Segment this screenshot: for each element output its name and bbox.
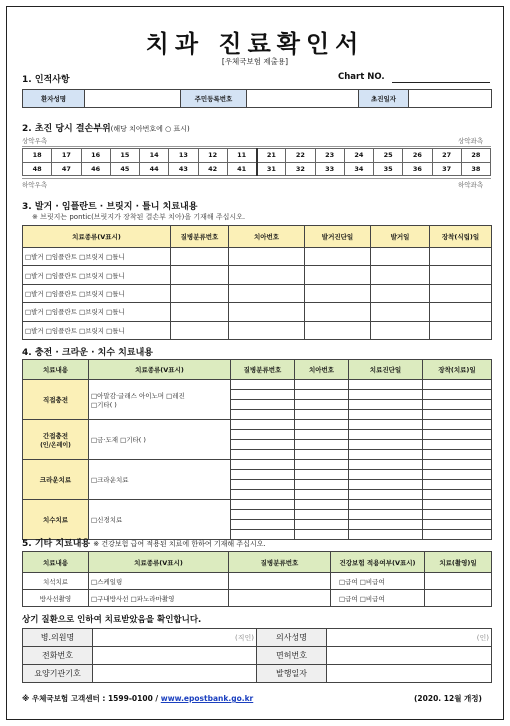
tooth-21[interactable]: 21 (257, 149, 286, 163)
col-treatment-date: 치료(촬영)일 (425, 552, 492, 573)
treatment-type-checkboxes[interactable]: □아말감·글래스 아이노머 □레진 □기타( ) (89, 380, 231, 420)
tooth-no-field[interactable] (229, 303, 305, 321)
extraction-diag-date-field[interactable] (305, 248, 371, 266)
tooth-31[interactable]: 31 (257, 162, 286, 176)
tooth-42[interactable]: 42 (198, 162, 227, 176)
col-insurance: 건강보험 적용여부(V표시) (331, 552, 425, 573)
section1-title: 1. 인적사항 (22, 75, 70, 85)
install-date-field[interactable] (430, 321, 492, 339)
col-treatment-type: 치료종류(V표시) (89, 552, 229, 573)
col-treatment-date: 장착(치료)일 (423, 360, 492, 380)
extraction-diag-date-field[interactable] (305, 284, 371, 302)
personal-info-table (22, 89, 492, 108)
treatment-date-field[interactable] (423, 480, 492, 490)
treatment-diag-date-field[interactable] (349, 500, 423, 510)
tooth-28[interactable]: 28 (461, 149, 490, 163)
tooth-no-field[interactable] (229, 266, 305, 284)
page-title: 치과 진료확인서 (145, 29, 365, 58)
col-disease-code: 질병분류번호 (229, 552, 331, 573)
treatment-diag-date-field[interactable] (349, 410, 423, 420)
tooth-no-field[interactable] (229, 321, 305, 339)
extraction-date-field[interactable] (371, 266, 430, 284)
tooth-24[interactable]: 24 (344, 149, 373, 163)
disease-code-field[interactable] (171, 266, 229, 284)
col-install-date: 장착(식립)일 (430, 226, 492, 248)
disease-code-field[interactable] (231, 490, 295, 500)
treatment-diag-date-field[interactable] (349, 380, 423, 390)
treatment-diag-date-field[interactable] (349, 480, 423, 490)
col-treatment-diag-date: 치료진단일 (349, 360, 423, 380)
extraction-diag-date-field[interactable] (305, 321, 371, 339)
tooth-no-field[interactable] (295, 500, 349, 510)
other-treatment-body (23, 573, 492, 607)
treatment-type-checkboxes[interactable]: □발거 □임플란트 □브릿지 □틀니 (23, 284, 171, 302)
disease-code-field[interactable] (231, 470, 295, 480)
install-date-field[interactable] (430, 303, 492, 321)
tooth-22[interactable]: 22 (286, 149, 315, 163)
treatment-diag-date-field[interactable] (349, 420, 423, 430)
tooth-no-field[interactable] (295, 480, 349, 490)
section2-title: 2. 초진 당시 결손부위(해당 치아번호에 ○ 표시) (22, 124, 190, 134)
treatment-type-checkboxes[interactable]: □신경치료 (89, 500, 231, 540)
col-treatment-type: 치료종류(V표시) (23, 226, 171, 248)
table-row (23, 303, 492, 321)
treatment-date-field[interactable] (423, 510, 492, 520)
filling-table-body (23, 380, 492, 540)
treatment-diag-date-field[interactable] (349, 470, 423, 480)
table-row (23, 321, 492, 339)
tooth-12[interactable]: 12 (198, 149, 227, 163)
tooth-32[interactable]: 32 (286, 162, 315, 176)
disease-code-field[interactable] (229, 573, 331, 590)
disease-code-field[interactable] (171, 303, 229, 321)
insurance-checkboxes[interactable]: □급여 □비급여 (331, 573, 425, 590)
install-date-field[interactable] (430, 248, 492, 266)
tooth-no-field[interactable] (229, 284, 305, 302)
hospital-label: 병.의원명 (23, 629, 93, 647)
patient-name-field[interactable] (85, 90, 181, 108)
other-treatment-table (22, 551, 492, 607)
col-tooth-no: 치아번호 (295, 360, 349, 380)
doctor-field[interactable]: (인) (327, 629, 492, 647)
treatment-date-field[interactable] (425, 573, 492, 590)
disease-code-field[interactable] (231, 430, 295, 440)
tooth-48[interactable]: 48 (23, 162, 52, 176)
treatment-diag-date-field[interactable] (349, 430, 423, 440)
signature-table (22, 628, 492, 683)
disease-code-field[interactable] (171, 284, 229, 302)
treatment-date-field[interactable] (423, 520, 492, 530)
tooth-37[interactable]: 37 (432, 162, 461, 176)
lower-left-label: 하악좌측 (458, 181, 484, 189)
tooth-16[interactable]: 16 (81, 149, 110, 163)
tooth-no-field[interactable] (295, 530, 349, 540)
col-disease-code: 질병분류번호 (171, 226, 229, 248)
extraction-table-body (23, 248, 492, 340)
disease-code-field[interactable] (171, 248, 229, 266)
treatment-content-label: 크라운치료 (23, 460, 89, 500)
treatment-date-field[interactable] (423, 530, 492, 540)
treatment-diag-date-field[interactable] (349, 390, 423, 400)
treatment-date-field[interactable] (423, 470, 492, 480)
disease-code-field[interactable] (231, 420, 295, 430)
treatment-diag-date-field[interactable] (349, 490, 423, 500)
install-date-field[interactable] (430, 284, 492, 302)
tooth-no-field[interactable] (295, 390, 349, 400)
tooth-41[interactable]: 41 (227, 162, 256, 176)
treatment-date-field[interactable] (423, 440, 492, 450)
lower-teeth-row (23, 162, 491, 176)
table-row (23, 380, 492, 390)
disease-code-field[interactable] (231, 390, 295, 400)
disease-code-field[interactable] (231, 450, 295, 460)
tooth-14[interactable]: 14 (140, 149, 169, 163)
treatment-date-field[interactable] (423, 500, 492, 510)
section5-title: 5. 기타 치료내용 ※ 건강보험 급여 적용된 치료에 한하여 기재해 주십시오. (22, 539, 266, 549)
treatment-date-field[interactable] (423, 420, 492, 430)
treatment-diag-date-field[interactable] (349, 400, 423, 410)
tooth-no-field[interactable] (295, 410, 349, 420)
tooth-no-field[interactable] (295, 400, 349, 410)
install-date-field[interactable] (430, 266, 492, 284)
treatment-content-label: 치수치료 (23, 500, 89, 540)
treatment-date-field[interactable] (423, 430, 492, 440)
tooth-18[interactable]: 18 (23, 149, 52, 163)
disease-code-field[interactable] (231, 440, 295, 450)
treatment-date-field[interactable] (423, 490, 492, 500)
treatment-type-checkboxes[interactable]: □크라운치료 (89, 460, 231, 500)
col-treatment-type: 치료종류(V표시) (89, 360, 231, 380)
tooth-no-field[interactable] (295, 470, 349, 480)
col-tooth-no: 치아번호 (229, 226, 305, 248)
treatment-diag-date-field[interactable] (349, 530, 423, 540)
tooth-13[interactable]: 13 (169, 149, 198, 163)
tooth-45[interactable]: 45 (110, 162, 139, 176)
treatment-content-label: 방사선촬영 (23, 590, 89, 607)
disease-code-field[interactable] (231, 510, 295, 520)
issue-date-label: 발행일자 (257, 665, 327, 683)
institution-field[interactable] (93, 665, 257, 683)
treatment-type-checkboxes[interactable]: □발거 □임플란트 □브릿지 □틀니 (23, 303, 171, 321)
tooth-44[interactable]: 44 (140, 162, 169, 176)
license-label: 면허번호 (257, 647, 327, 665)
treatment-type-checkboxes[interactable]: □스케일링 (89, 573, 229, 590)
confirm-statement: 상기 질환으로 인하여 치료받았음을 확인합니다. (22, 615, 202, 625)
tooth-no-field[interactable] (295, 420, 349, 430)
tooth-35[interactable]: 35 (374, 162, 403, 176)
disease-code-field[interactable] (231, 460, 295, 470)
treatment-diag-date-field[interactable] (349, 520, 423, 530)
insurance-checkboxes[interactable]: □급여 □비급여 (331, 590, 425, 607)
extraction-date-field[interactable] (371, 248, 430, 266)
treatment-diag-date-field[interactable] (349, 440, 423, 450)
treatment-type-checkboxes[interactable]: □발거 □임플란트 □브릿지 □틀니 (23, 266, 171, 284)
page-subtitle: [우체국보험 제출용] (221, 57, 289, 66)
tooth-23[interactable]: 23 (315, 149, 344, 163)
filling-table (22, 359, 492, 540)
treatment-date-field[interactable] (423, 400, 492, 410)
treatment-date-field[interactable] (423, 410, 492, 420)
teeth-top-line (22, 146, 491, 147)
extraction-diag-date-field[interactable] (305, 266, 371, 284)
treatment-type-checkboxes[interactable]: □금·도재 □기타( ) (89, 420, 231, 460)
tooth-38[interactable]: 38 (461, 162, 490, 176)
first-visit-label: 초진일자 (359, 90, 409, 108)
treatment-date-field[interactable] (423, 380, 492, 390)
tooth-26[interactable]: 26 (403, 149, 432, 163)
treatment-date-field[interactable] (423, 460, 492, 470)
col-extraction-date: 발거일 (371, 226, 430, 248)
treatment-type-checkboxes[interactable]: □구내방사선 □파노라마촬영 (89, 590, 229, 607)
section3-title: 3. 발거 · 임플란트 · 브릿지 · 틀니 치료내용 (22, 202, 198, 212)
disease-code-field[interactable] (231, 410, 295, 420)
table-row (23, 248, 492, 266)
tooth-25[interactable]: 25 (374, 149, 403, 163)
table-row (23, 284, 492, 302)
teeth-chart (22, 148, 491, 176)
tooth-17[interactable]: 17 (52, 149, 81, 163)
disease-code-field[interactable] (171, 321, 229, 339)
extraction-date-field[interactable] (371, 284, 430, 302)
section4-title: 4. 충전 · 크라운 · 치수 치료내용 (22, 348, 153, 358)
treatment-content-label: 치석치료 (23, 573, 89, 590)
revision-note: (2020. 12월 개정) (414, 694, 482, 703)
upper-right-label: 상악우측 (22, 137, 48, 145)
customer-center: ※ 우체국보험 고객센터 : 1599-0100 / www.epostbank.go.kr (22, 694, 254, 703)
table-row (23, 590, 492, 607)
extraction-table (22, 225, 492, 340)
license-field[interactable] (327, 647, 492, 665)
teeth-bottom-line (22, 178, 491, 179)
treatment-type-checkboxes[interactable]: □발거 □임플란트 □브릿지 □틀니 (23, 248, 171, 266)
tooth-no-field[interactable] (295, 510, 349, 520)
tooth-no-field[interactable] (229, 248, 305, 266)
tooth-no-field[interactable] (295, 460, 349, 470)
table-row (23, 420, 492, 430)
table-row (23, 500, 492, 510)
tooth-33[interactable]: 33 (315, 162, 344, 176)
tooth-no-field[interactable] (295, 490, 349, 500)
tooth-27[interactable]: 27 (432, 149, 461, 163)
resident-no-label: 주민등록번호 (181, 90, 247, 108)
treatment-type-checkboxes[interactable]: □발거 □임플란트 □브릿지 □틀니 (23, 321, 171, 339)
upper-teeth-row (23, 149, 491, 163)
treatment-content-label: 직접충전 (23, 380, 89, 420)
upper-left-label: 상악좌측 (458, 137, 484, 145)
tooth-36[interactable]: 36 (403, 162, 432, 176)
disease-code-field[interactable] (231, 500, 295, 510)
treatment-diag-date-field[interactable] (349, 510, 423, 520)
extraction-diag-date-field[interactable] (305, 303, 371, 321)
extraction-date-field[interactable] (371, 321, 430, 339)
treatment-date-field[interactable] (423, 450, 492, 460)
issue-date-field[interactable] (327, 665, 492, 683)
disease-code-field[interactable] (231, 480, 295, 490)
tooth-11[interactable]: 11 (227, 149, 256, 163)
extraction-date-field[interactable] (371, 303, 430, 321)
chart-no-label: Chart NO. (338, 72, 385, 82)
tooth-46[interactable]: 46 (81, 162, 110, 176)
patient-name-label: 환자성명 (23, 90, 85, 108)
hospital-field[interactable]: (직인) (93, 629, 257, 647)
table-row (23, 573, 492, 590)
tooth-34[interactable]: 34 (344, 162, 373, 176)
chart-no-field[interactable] (392, 82, 490, 83)
tooth-no-field[interactable] (295, 520, 349, 530)
tooth-no-field[interactable] (295, 430, 349, 440)
tooth-no-field[interactable] (295, 380, 349, 390)
phone-field[interactable] (93, 647, 257, 665)
tooth-43[interactable]: 43 (169, 162, 198, 176)
phone-label: 전화번호 (23, 647, 93, 665)
disease-code-field[interactable] (229, 590, 331, 607)
treatment-date-field[interactable] (425, 590, 492, 607)
disease-code-field[interactable] (231, 400, 295, 410)
disease-code-field[interactable] (231, 520, 295, 530)
resident-no-field[interactable] (247, 90, 359, 108)
col-disease-code: 질병분류번호 (231, 360, 295, 380)
treatment-diag-date-field[interactable] (349, 450, 423, 460)
section3-note: ※ 브릿지는 pontic(브릿지가 장착된 결손부 치아)을 기재해 주십시오. (32, 213, 246, 221)
lower-right-label: 하악우측 (22, 181, 48, 189)
col-treatment-content: 치료내용 (23, 552, 89, 573)
tooth-no-field[interactable] (295, 450, 349, 460)
table-row (23, 460, 492, 470)
tooth-47[interactable]: 47 (52, 162, 81, 176)
treatment-content-label: 간접충전 (인/온레이) (23, 420, 89, 460)
doctor-label: 의사성명 (257, 629, 327, 647)
institution-label: 요양기관기호 (23, 665, 93, 683)
tooth-15[interactable]: 15 (110, 149, 139, 163)
col-extraction-diag-date: 발거진단일 (305, 226, 371, 248)
first-visit-field[interactable] (409, 90, 492, 108)
table-row (23, 266, 492, 284)
col-treatment-content: 치료내용 (23, 360, 89, 380)
treatment-diag-date-field[interactable] (349, 460, 423, 470)
tooth-no-field[interactable] (295, 440, 349, 450)
treatment-date-field[interactable] (423, 390, 492, 400)
disease-code-field[interactable] (231, 380, 295, 390)
website-link[interactable]: www.epostbank.go.kr (160, 694, 254, 703)
